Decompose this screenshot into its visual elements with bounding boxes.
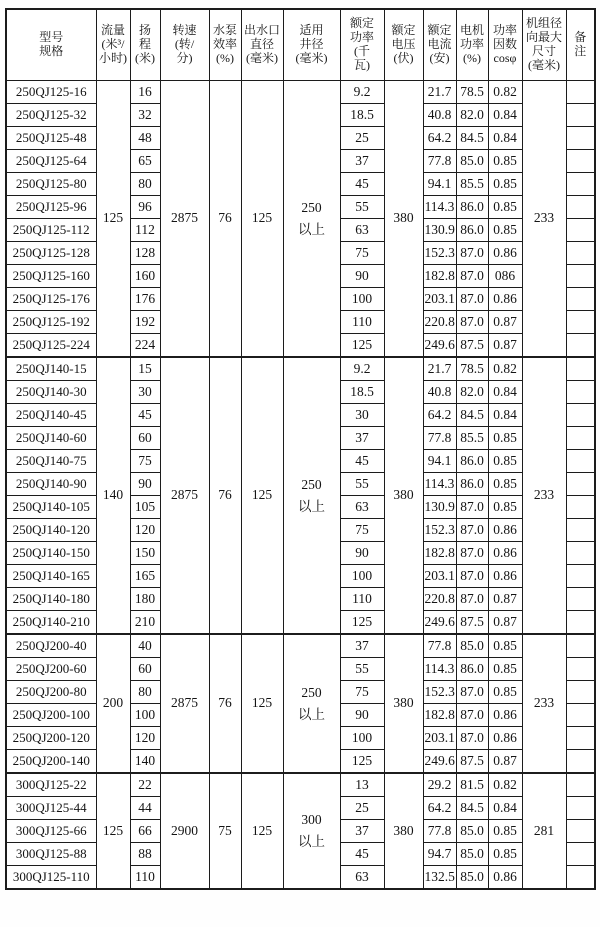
cell-outlet: 125 bbox=[241, 357, 283, 634]
cell-motor-eff: 82.0 bbox=[456, 381, 488, 404]
cell-pump-eff: 76 bbox=[209, 81, 241, 358]
cell-remark bbox=[566, 381, 595, 404]
cell-power: 37 bbox=[340, 427, 384, 450]
table-header bbox=[6, 9, 595, 81]
cell-motor-eff: 87.0 bbox=[456, 242, 488, 265]
cell-power: 45 bbox=[340, 450, 384, 473]
cell-remark bbox=[566, 311, 595, 334]
cell-head: 16 bbox=[130, 81, 160, 104]
cell-pf: 0.84 bbox=[488, 127, 522, 150]
cell-outlet: 125 bbox=[241, 81, 283, 358]
cell-power: 55 bbox=[340, 658, 384, 681]
cell-model: 250QJ140-150 bbox=[6, 542, 96, 565]
table-row bbox=[6, 81, 595, 104]
cell-power: 75 bbox=[340, 242, 384, 265]
cell-radial: 233 bbox=[522, 634, 566, 773]
cell-motor-eff: 87.0 bbox=[456, 681, 488, 704]
cell-model: 250QJ200-40 bbox=[6, 634, 96, 658]
table-row bbox=[6, 357, 595, 381]
cell-flow: 125 bbox=[96, 81, 130, 358]
cell-pf: 0.82 bbox=[488, 81, 522, 104]
cell-current: 130.9 bbox=[423, 219, 456, 242]
cell-voltage: 380 bbox=[384, 773, 423, 889]
cell-speed: 2875 bbox=[160, 81, 209, 358]
cell-motor-eff: 84.5 bbox=[456, 127, 488, 150]
cell-model: 250QJ125-48 bbox=[6, 127, 96, 150]
cell-motor-eff: 87.0 bbox=[456, 542, 488, 565]
cell-motor-eff: 86.0 bbox=[456, 450, 488, 473]
cell-model: 300QJ125-44 bbox=[6, 797, 96, 820]
cell-pf: 0.82 bbox=[488, 773, 522, 797]
cell-current: 29.2 bbox=[423, 773, 456, 797]
cell-pf: 0.87 bbox=[488, 750, 522, 774]
cell-model: 250QJ140-105 bbox=[6, 496, 96, 519]
cell-power: 100 bbox=[340, 565, 384, 588]
cell-pf: 0.86 bbox=[488, 542, 522, 565]
cell-motor-eff: 87.0 bbox=[456, 311, 488, 334]
cell-model: 250QJ140-90 bbox=[6, 473, 96, 496]
col-header-remark: 备 注 bbox=[566, 9, 595, 81]
cell-model: 300QJ125-88 bbox=[6, 843, 96, 866]
cell-remark bbox=[566, 542, 595, 565]
cell-pf: 0.84 bbox=[488, 381, 522, 404]
cell-head: 15 bbox=[130, 357, 160, 381]
cell-model: 250QJ200-120 bbox=[6, 727, 96, 750]
cell-model: 250QJ140-75 bbox=[6, 450, 96, 473]
cell-motor-eff: 85.0 bbox=[456, 150, 488, 173]
cell-head: 80 bbox=[130, 173, 160, 196]
cell-power: 125 bbox=[340, 334, 384, 358]
cell-remark bbox=[566, 681, 595, 704]
cell-head: 88 bbox=[130, 843, 160, 866]
cell-power: 9.2 bbox=[340, 81, 384, 104]
cell-remark bbox=[566, 565, 595, 588]
cell-remark bbox=[566, 104, 595, 127]
cell-power: 90 bbox=[340, 265, 384, 288]
cell-current: 114.3 bbox=[423, 658, 456, 681]
cell-current: 94.7 bbox=[423, 843, 456, 866]
col-header-model: 型号 规格 bbox=[6, 9, 96, 81]
cell-speed: 2875 bbox=[160, 357, 209, 634]
cell-pf: 0.85 bbox=[488, 843, 522, 866]
cell-power: 55 bbox=[340, 473, 384, 496]
cell-current: 130.9 bbox=[423, 496, 456, 519]
cell-pf: 0.85 bbox=[488, 634, 522, 658]
cell-model: 250QJ140-120 bbox=[6, 519, 96, 542]
cell-pf: 0.85 bbox=[488, 219, 522, 242]
cell-power: 63 bbox=[340, 866, 384, 890]
col-header-current: 额定 电流 (安) bbox=[423, 9, 456, 81]
cell-motor-eff: 85.0 bbox=[456, 866, 488, 890]
cell-remark bbox=[566, 727, 595, 750]
cell-motor-eff: 87.0 bbox=[456, 496, 488, 519]
cell-pump-eff: 75 bbox=[209, 773, 241, 889]
header-row bbox=[6, 9, 595, 81]
col-header-motor-eff: 电机 功率 (%) bbox=[456, 9, 488, 81]
cell-current: 77.8 bbox=[423, 427, 456, 450]
cell-remark bbox=[566, 473, 595, 496]
cell-current: 220.8 bbox=[423, 311, 456, 334]
cell-well: 250 以上 bbox=[283, 81, 340, 358]
cell-motor-eff: 84.5 bbox=[456, 797, 488, 820]
cell-model: 250QJ200-80 bbox=[6, 681, 96, 704]
cell-current: 114.3 bbox=[423, 196, 456, 219]
cell-pf: 0.86 bbox=[488, 565, 522, 588]
cell-motor-eff: 87.0 bbox=[456, 727, 488, 750]
cell-power: 110 bbox=[340, 311, 384, 334]
cell-remark bbox=[566, 704, 595, 727]
cell-model: 250QJ140-210 bbox=[6, 611, 96, 635]
cell-motor-eff: 85.5 bbox=[456, 427, 488, 450]
cell-head: 160 bbox=[130, 265, 160, 288]
cell-head: 110 bbox=[130, 866, 160, 890]
cell-power: 100 bbox=[340, 727, 384, 750]
cell-model: 250QJ125-128 bbox=[6, 242, 96, 265]
cell-head: 40 bbox=[130, 634, 160, 658]
cell-head: 120 bbox=[130, 519, 160, 542]
cell-model: 250QJ140-60 bbox=[6, 427, 96, 450]
table-row bbox=[6, 634, 595, 658]
cell-model: 250QJ140-30 bbox=[6, 381, 96, 404]
cell-model: 250QJ125-224 bbox=[6, 334, 96, 358]
cell-motor-eff: 78.5 bbox=[456, 357, 488, 381]
cell-head: 180 bbox=[130, 588, 160, 611]
col-header-power: 额定 功率 (千 瓦) bbox=[340, 9, 384, 81]
cell-motor-eff: 85.0 bbox=[456, 843, 488, 866]
cell-power: 125 bbox=[340, 750, 384, 774]
col-header-voltage: 额定 电压 (伏) bbox=[384, 9, 423, 81]
table-row bbox=[6, 773, 595, 797]
cell-current: 182.8 bbox=[423, 265, 456, 288]
cell-model: 250QJ125-16 bbox=[6, 81, 96, 104]
cell-remark bbox=[566, 750, 595, 774]
cell-power: 25 bbox=[340, 797, 384, 820]
cell-pf: 0.86 bbox=[488, 242, 522, 265]
cell-radial: 233 bbox=[522, 81, 566, 358]
cell-current: 40.8 bbox=[423, 381, 456, 404]
cell-remark bbox=[566, 219, 595, 242]
cell-motor-eff: 87.0 bbox=[456, 288, 488, 311]
cell-current: 182.8 bbox=[423, 704, 456, 727]
cell-power: 37 bbox=[340, 150, 384, 173]
cell-head: 112 bbox=[130, 219, 160, 242]
cell-power: 45 bbox=[340, 843, 384, 866]
cell-power: 63 bbox=[340, 219, 384, 242]
cell-model: 250QJ140-180 bbox=[6, 588, 96, 611]
cell-model: 300QJ125-110 bbox=[6, 866, 96, 890]
cell-current: 132.5 bbox=[423, 866, 456, 890]
cell-pf: 0.85 bbox=[488, 450, 522, 473]
cell-pf: 0.85 bbox=[488, 427, 522, 450]
cell-model: 250QJ200-100 bbox=[6, 704, 96, 727]
cell-head: 75 bbox=[130, 450, 160, 473]
table-body bbox=[6, 81, 595, 890]
cell-flow: 200 bbox=[96, 634, 130, 773]
pump-spec-table bbox=[5, 8, 596, 890]
cell-pf: 0.87 bbox=[488, 334, 522, 358]
cell-current: 64.2 bbox=[423, 404, 456, 427]
cell-remark bbox=[566, 843, 595, 866]
cell-remark bbox=[566, 196, 595, 219]
cell-speed: 2875 bbox=[160, 634, 209, 773]
cell-current: 203.1 bbox=[423, 288, 456, 311]
cell-remark bbox=[566, 588, 595, 611]
cell-head: 120 bbox=[130, 727, 160, 750]
cell-motor-eff: 81.5 bbox=[456, 773, 488, 797]
cell-head: 128 bbox=[130, 242, 160, 265]
cell-model: 250QJ125-160 bbox=[6, 265, 96, 288]
cell-well: 250 以上 bbox=[283, 357, 340, 634]
cell-power: 37 bbox=[340, 634, 384, 658]
cell-power: 18.5 bbox=[340, 104, 384, 127]
cell-head: 60 bbox=[130, 658, 160, 681]
cell-head: 210 bbox=[130, 611, 160, 635]
cell-model: 250QJ140-15 bbox=[6, 357, 96, 381]
cell-pf: 0.87 bbox=[488, 611, 522, 635]
cell-remark bbox=[566, 634, 595, 658]
cell-radial: 233 bbox=[522, 357, 566, 634]
cell-power: 55 bbox=[340, 196, 384, 219]
cell-power: 100 bbox=[340, 288, 384, 311]
cell-remark bbox=[566, 150, 595, 173]
cell-head: 65 bbox=[130, 150, 160, 173]
cell-pf: 0.87 bbox=[488, 588, 522, 611]
cell-current: 114.3 bbox=[423, 473, 456, 496]
cell-current: 249.6 bbox=[423, 611, 456, 635]
cell-model: 250QJ125-176 bbox=[6, 288, 96, 311]
cell-remark bbox=[566, 797, 595, 820]
cell-outlet: 125 bbox=[241, 634, 283, 773]
cell-motor-eff: 85.5 bbox=[456, 173, 488, 196]
cell-pf: 0.85 bbox=[488, 196, 522, 219]
cell-current: 64.2 bbox=[423, 797, 456, 820]
cell-remark bbox=[566, 450, 595, 473]
cell-current: 40.8 bbox=[423, 104, 456, 127]
cell-pf: 0.85 bbox=[488, 173, 522, 196]
cell-current: 64.2 bbox=[423, 127, 456, 150]
cell-power: 45 bbox=[340, 173, 384, 196]
cell-radial: 281 bbox=[522, 773, 566, 889]
cell-current: 21.7 bbox=[423, 357, 456, 381]
cell-voltage: 380 bbox=[384, 634, 423, 773]
cell-model: 250QJ125-64 bbox=[6, 150, 96, 173]
cell-current: 94.1 bbox=[423, 450, 456, 473]
cell-model: 300QJ125-66 bbox=[6, 820, 96, 843]
col-header-flow: 流量 (米³/ 小时) bbox=[96, 9, 130, 81]
cell-pf: 086 bbox=[488, 265, 522, 288]
cell-motor-eff: 84.5 bbox=[456, 404, 488, 427]
cell-remark bbox=[566, 866, 595, 890]
cell-motor-eff: 86.0 bbox=[456, 219, 488, 242]
cell-remark bbox=[566, 611, 595, 635]
cell-well: 300 以上 bbox=[283, 773, 340, 889]
cell-power: 63 bbox=[340, 496, 384, 519]
cell-motor-eff: 78.5 bbox=[456, 81, 488, 104]
cell-pf: 0.85 bbox=[488, 150, 522, 173]
cell-pf: 0.84 bbox=[488, 104, 522, 127]
col-header-outlet: 出水口 直径 (毫米) bbox=[241, 9, 283, 81]
col-header-well: 适用 井径 (毫米) bbox=[283, 9, 340, 81]
cell-speed: 2900 bbox=[160, 773, 209, 889]
cell-head: 22 bbox=[130, 773, 160, 797]
cell-current: 203.1 bbox=[423, 727, 456, 750]
cell-head: 45 bbox=[130, 404, 160, 427]
cell-head: 140 bbox=[130, 750, 160, 774]
cell-pf: 0.82 bbox=[488, 357, 522, 381]
cell-pf: 0.85 bbox=[488, 820, 522, 843]
cell-head: 176 bbox=[130, 288, 160, 311]
cell-pf: 0.85 bbox=[488, 473, 522, 496]
cell-pf: 0.86 bbox=[488, 288, 522, 311]
cell-flow: 140 bbox=[96, 357, 130, 634]
cell-head: 80 bbox=[130, 681, 160, 704]
cell-current: 182.8 bbox=[423, 542, 456, 565]
cell-current: 249.6 bbox=[423, 750, 456, 774]
cell-head: 192 bbox=[130, 311, 160, 334]
cell-power: 110 bbox=[340, 588, 384, 611]
cell-head: 100 bbox=[130, 704, 160, 727]
cell-motor-eff: 87.0 bbox=[456, 704, 488, 727]
cell-motor-eff: 85.0 bbox=[456, 634, 488, 658]
cell-motor-eff: 87.0 bbox=[456, 588, 488, 611]
cell-pf: 0.86 bbox=[488, 727, 522, 750]
cell-motor-eff: 82.0 bbox=[456, 104, 488, 127]
cell-motor-eff: 86.0 bbox=[456, 658, 488, 681]
cell-head: 32 bbox=[130, 104, 160, 127]
cell-motor-eff: 87.0 bbox=[456, 265, 488, 288]
cell-power: 25 bbox=[340, 127, 384, 150]
cell-power: 30 bbox=[340, 404, 384, 427]
cell-power: 75 bbox=[340, 681, 384, 704]
cell-head: 44 bbox=[130, 797, 160, 820]
cell-motor-eff: 87.5 bbox=[456, 611, 488, 635]
cell-pump-eff: 76 bbox=[209, 357, 241, 634]
cell-head: 96 bbox=[130, 196, 160, 219]
cell-remark bbox=[566, 820, 595, 843]
col-header-radial: 机组径 向最大 尺寸 (毫米) bbox=[522, 9, 566, 81]
cell-current: 77.8 bbox=[423, 820, 456, 843]
cell-model: 250QJ140-45 bbox=[6, 404, 96, 427]
cell-flow: 125 bbox=[96, 773, 130, 889]
cell-power: 90 bbox=[340, 704, 384, 727]
cell-remark bbox=[566, 404, 595, 427]
cell-model: 250QJ125-112 bbox=[6, 219, 96, 242]
cell-motor-eff: 86.0 bbox=[456, 473, 488, 496]
cell-remark bbox=[566, 773, 595, 797]
cell-pf: 0.86 bbox=[488, 704, 522, 727]
col-header-pump-eff: 水泵 效率 (%) bbox=[209, 9, 241, 81]
cell-head: 30 bbox=[130, 381, 160, 404]
cell-pf: 0.86 bbox=[488, 519, 522, 542]
cell-voltage: 380 bbox=[384, 357, 423, 634]
cell-voltage: 380 bbox=[384, 81, 423, 358]
cell-head: 90 bbox=[130, 473, 160, 496]
cell-power: 75 bbox=[340, 519, 384, 542]
cell-remark bbox=[566, 127, 595, 150]
cell-head: 150 bbox=[130, 542, 160, 565]
cell-power: 18.5 bbox=[340, 381, 384, 404]
cell-current: 152.3 bbox=[423, 242, 456, 265]
cell-model: 250QJ125-80 bbox=[6, 173, 96, 196]
cell-current: 152.3 bbox=[423, 519, 456, 542]
cell-model: 250QJ200-140 bbox=[6, 750, 96, 774]
cell-remark bbox=[566, 265, 595, 288]
cell-motor-eff: 86.0 bbox=[456, 196, 488, 219]
cell-current: 220.8 bbox=[423, 588, 456, 611]
cell-pf: 0.87 bbox=[488, 311, 522, 334]
cell-current: 77.8 bbox=[423, 634, 456, 658]
cell-remark bbox=[566, 658, 595, 681]
col-header-speed: 转速 (转/ 分) bbox=[160, 9, 209, 81]
cell-power: 13 bbox=[340, 773, 384, 797]
cell-pf: 0.84 bbox=[488, 404, 522, 427]
cell-current: 203.1 bbox=[423, 565, 456, 588]
cell-power: 37 bbox=[340, 820, 384, 843]
cell-pf: 0.86 bbox=[488, 866, 522, 890]
cell-remark bbox=[566, 81, 595, 104]
cell-pf: 0.85 bbox=[488, 681, 522, 704]
cell-motor-eff: 87.0 bbox=[456, 565, 488, 588]
cell-head: 66 bbox=[130, 820, 160, 843]
cell-motor-eff: 85.0 bbox=[456, 820, 488, 843]
cell-motor-eff: 87.5 bbox=[456, 334, 488, 358]
cell-current: 249.6 bbox=[423, 334, 456, 358]
cell-head: 165 bbox=[130, 565, 160, 588]
cell-model: 250QJ125-96 bbox=[6, 196, 96, 219]
cell-current: 77.8 bbox=[423, 150, 456, 173]
cell-power: 90 bbox=[340, 542, 384, 565]
cell-remark bbox=[566, 288, 595, 311]
col-header-head: 扬 程 (米) bbox=[130, 9, 160, 81]
cell-head: 224 bbox=[130, 334, 160, 358]
cell-model: 300QJ125-22 bbox=[6, 773, 96, 797]
cell-model: 250QJ125-32 bbox=[6, 104, 96, 127]
cell-remark bbox=[566, 496, 595, 519]
cell-model: 250QJ200-60 bbox=[6, 658, 96, 681]
cell-outlet: 125 bbox=[241, 773, 283, 889]
col-header-pf: 功率 因数 cosφ bbox=[488, 9, 522, 81]
cell-current: 152.3 bbox=[423, 681, 456, 704]
cell-motor-eff: 87.0 bbox=[456, 519, 488, 542]
cell-pf: 0.85 bbox=[488, 496, 522, 519]
cell-remark bbox=[566, 427, 595, 450]
cell-remark bbox=[566, 242, 595, 265]
cell-head: 48 bbox=[130, 127, 160, 150]
cell-motor-eff: 87.5 bbox=[456, 750, 488, 774]
cell-well: 250 以上 bbox=[283, 634, 340, 773]
cell-remark bbox=[566, 173, 595, 196]
cell-remark bbox=[566, 357, 595, 381]
cell-current: 21.7 bbox=[423, 81, 456, 104]
cell-model: 250QJ140-165 bbox=[6, 565, 96, 588]
cell-pf: 0.85 bbox=[488, 658, 522, 681]
cell-current: 94.1 bbox=[423, 173, 456, 196]
cell-pump-eff: 76 bbox=[209, 634, 241, 773]
cell-model: 250QJ125-192 bbox=[6, 311, 96, 334]
cell-power: 9.2 bbox=[340, 357, 384, 381]
cell-head: 105 bbox=[130, 496, 160, 519]
cell-pf: 0.84 bbox=[488, 797, 522, 820]
cell-head: 60 bbox=[130, 427, 160, 450]
cell-power: 125 bbox=[340, 611, 384, 635]
cell-remark bbox=[566, 519, 595, 542]
cell-remark bbox=[566, 334, 595, 358]
